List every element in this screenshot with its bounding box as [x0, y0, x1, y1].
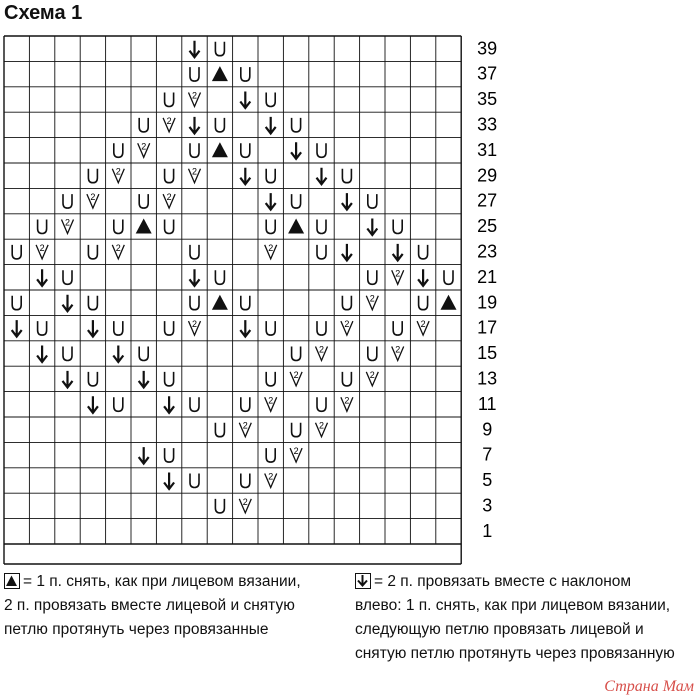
- stitch-dec-right: [163, 192, 175, 208]
- stitch-yo: [215, 118, 224, 132]
- stitch-dec-left: [63, 371, 73, 388]
- stitch-dec-center: [212, 295, 228, 310]
- stitch-yo: [241, 474, 250, 488]
- stitch-dec-left: [190, 269, 200, 286]
- stitch-dec-left: [190, 41, 200, 58]
- stitch-dec-right: [290, 370, 302, 386]
- stitch-yo: [215, 42, 224, 56]
- svg-text:2: 2: [39, 242, 45, 253]
- stitch-dec-right: [189, 91, 201, 107]
- stitch-dec-center: [288, 219, 304, 234]
- stitch-yo: [342, 296, 351, 310]
- stitch-dec-right: [392, 268, 404, 284]
- svg-text:2: 2: [64, 217, 71, 228]
- row-label: 39: [477, 38, 498, 59]
- svg-text:2: 2: [115, 242, 121, 253]
- svg-text:2: 2: [318, 344, 325, 355]
- stitch-yo: [38, 321, 47, 335]
- stitch-yo: [114, 397, 123, 411]
- row-label: 1: [482, 520, 493, 541]
- stitch-dec-left: [164, 396, 174, 413]
- stitch-dec-left: [88, 396, 98, 413]
- stitch-dec-right: [112, 167, 124, 183]
- row-label: 9: [482, 419, 493, 440]
- row-label: 11: [477, 393, 497, 414]
- stitch-dec-right: [316, 345, 328, 361]
- stitch-yo: [190, 67, 199, 81]
- row-label: 7: [482, 444, 493, 465]
- stitch-dec-right: [163, 116, 175, 132]
- row-label: 21: [477, 266, 498, 287]
- stitch-yo: [88, 372, 97, 386]
- row-label: 37: [477, 63, 498, 84]
- svg-text:2: 2: [268, 471, 274, 482]
- chart-title: Схема 1: [4, 2, 83, 24]
- stitch-dec-left: [291, 142, 301, 159]
- stitch-dec-left: [190, 117, 200, 133]
- stitch-yo: [165, 448, 174, 462]
- legend-left-line-1: = 1 п. снять, как при лицевом вязании,: [23, 573, 301, 590]
- legend-right-line-1: = 2 п. провязать вместе с наклоном: [374, 573, 632, 590]
- stitch-dec-left: [139, 447, 149, 464]
- stitch-dec-right: [62, 218, 74, 234]
- stitch-dec-right: [36, 243, 48, 259]
- stitch-yo: [88, 169, 97, 183]
- row-labels: [477, 38, 497, 541]
- stitch-yo: [139, 194, 148, 208]
- svg-text:2: 2: [344, 319, 350, 330]
- stitch-yo: [165, 169, 174, 183]
- stitch-dec-right: [265, 472, 277, 488]
- stitch-dec-right: [112, 243, 124, 259]
- svg-text:2: 2: [395, 344, 401, 355]
- stitch-yo: [165, 372, 174, 386]
- stitch-yo: [266, 220, 275, 234]
- stitch-yo: [292, 423, 301, 437]
- stitch-yo: [292, 347, 301, 361]
- stitch-dec-right: [366, 370, 378, 386]
- stitch-yo: [190, 143, 199, 157]
- stitch-yo: [317, 245, 326, 259]
- stitch-dec-left: [266, 193, 276, 210]
- svg-text:2: 2: [242, 496, 248, 507]
- stitch-yo: [215, 423, 224, 437]
- stitch-yo: [317, 143, 326, 157]
- svg-text:2: 2: [90, 192, 96, 203]
- legend-decrease-center: [4, 570, 349, 642]
- stitch-dec-left: [393, 244, 403, 261]
- stitch-dec-left: [240, 168, 250, 185]
- svg-text:2: 2: [242, 420, 248, 431]
- stitch-dec-left: [266, 117, 276, 133]
- legend-right-line-4: снятую петлю протянуть через провязанную: [355, 645, 675, 662]
- stitch-yo: [63, 347, 72, 361]
- row-label: 13: [477, 368, 498, 389]
- stitch-dec-right: [316, 421, 328, 437]
- stitch-yo: [342, 372, 351, 386]
- stitch-yo: [241, 67, 250, 81]
- stitch-yo: [63, 270, 72, 284]
- stitch-yo: [241, 143, 250, 157]
- stitch-yo: [266, 169, 275, 183]
- stitch-dec-left: [139, 371, 149, 388]
- svg-text:2: 2: [369, 369, 375, 380]
- stitch-dec-left: [418, 269, 428, 286]
- stitch-yo: [266, 448, 275, 462]
- svg-text:2: 2: [268, 242, 274, 253]
- stitch-dec-left: [37, 269, 47, 286]
- stitch-dec-right: [189, 167, 201, 183]
- stitch-dec-center: [212, 66, 228, 81]
- svg-text:2: 2: [191, 319, 198, 330]
- stitch-dec-right: [265, 243, 277, 259]
- stitch-yo: [88, 245, 97, 259]
- stitch-yo: [317, 321, 326, 335]
- row-label: 33: [477, 114, 498, 135]
- svg-text:2: 2: [293, 446, 299, 457]
- row-label: 5: [482, 470, 493, 491]
- stitch-yo: [266, 321, 275, 335]
- svg-text:2: 2: [293, 369, 299, 380]
- stitch-dec-right: [290, 446, 302, 462]
- stitch-yo: [63, 194, 72, 208]
- stitch-dec-left: [240, 320, 250, 337]
- stitch-yo: [419, 245, 428, 259]
- stitch-dec-right: [392, 345, 404, 361]
- stitch-yo: [88, 296, 97, 310]
- stitch-dec-right: [239, 497, 251, 513]
- stitch-dec-right: [265, 395, 277, 411]
- stitch-yo: [368, 194, 377, 208]
- stitch-yo: [190, 296, 199, 310]
- stitch-yo: [165, 321, 174, 335]
- svg-text:2: 2: [369, 293, 375, 304]
- stitch-yo: [190, 474, 199, 488]
- stitch-yo: [165, 93, 174, 107]
- stitch-yo: [444, 270, 453, 284]
- stitch-yo: [190, 397, 199, 411]
- row-label: 29: [477, 165, 498, 186]
- stitch-yo: [368, 347, 377, 361]
- stitch-yo: [393, 321, 402, 335]
- stitch-dec-left: [164, 473, 174, 490]
- stitch-dec-left: [367, 219, 377, 236]
- arrow-down-icon: [355, 573, 371, 589]
- stitch-dec-left: [342, 244, 352, 261]
- stitch-dec-center: [136, 219, 152, 234]
- stitch-yo: [266, 93, 275, 107]
- stitch-yo: [114, 143, 123, 157]
- svg-text:2: 2: [115, 166, 121, 177]
- triangle-icon: [4, 573, 20, 589]
- legend-left-line-2: 2 п. провязать вместе лицевой и снятую: [4, 597, 295, 614]
- stitch-dec-right: [341, 319, 353, 335]
- stitch-dec-left: [342, 193, 352, 210]
- stitch-dec-center: [441, 295, 457, 310]
- svg-text:2: 2: [141, 141, 147, 152]
- stitch-yo: [266, 372, 275, 386]
- svg-text:2: 2: [268, 395, 274, 406]
- svg-text:2: 2: [395, 268, 401, 279]
- row-label: 31: [477, 139, 498, 160]
- stitch-yo: [393, 220, 402, 234]
- stitch-yo: [12, 245, 21, 259]
- legend-left-line-3: петлю протянуть через провязанные: [4, 621, 269, 638]
- stitch-yo: [419, 296, 428, 310]
- row-label: 3: [482, 495, 493, 516]
- row-label: 17: [477, 317, 498, 338]
- row-label: 19: [477, 292, 498, 313]
- row-label: 35: [477, 89, 498, 110]
- svg-text:2: 2: [191, 166, 198, 177]
- stitch-yo: [12, 296, 21, 310]
- stitch-yo: [114, 321, 123, 335]
- svg-text:2: 2: [166, 115, 172, 126]
- stitch-yo: [292, 194, 301, 208]
- stitch-dec-left: [37, 346, 47, 363]
- stitch-yo: [114, 220, 123, 234]
- row-label: 25: [477, 216, 498, 237]
- stitch-dec-right: [189, 319, 201, 335]
- row-label: 15: [477, 343, 498, 364]
- stitch-dec-left: [12, 320, 22, 337]
- stitch-yo: [38, 220, 47, 234]
- svg-text:2: 2: [191, 90, 198, 101]
- stitch-dec-right: [138, 141, 150, 157]
- stitch-dec-right: [341, 395, 353, 411]
- svg-text:2: 2: [420, 319, 426, 330]
- stitch-yo: [165, 220, 174, 234]
- stitch-yo: [241, 296, 250, 310]
- stitch-dec-right: [87, 192, 99, 208]
- legend-decrease-left: [355, 570, 695, 666]
- chart-grid: [4, 36, 461, 564]
- legend-right-line-3: следующую петлю провязать лицевой и: [355, 621, 644, 638]
- svg-text:2: 2: [318, 420, 325, 431]
- stitch-dec-left: [317, 168, 327, 185]
- stitch-dec-left: [63, 295, 73, 312]
- stitch-yo: [292, 118, 301, 132]
- stitch-yo: [241, 397, 250, 411]
- stitch-dec-right: [239, 421, 251, 437]
- row-label: 27: [477, 190, 498, 211]
- stitch-dec-right: [366, 294, 378, 310]
- stitch-yo: [317, 220, 326, 234]
- stitch-yo: [139, 347, 148, 361]
- stitch-yo: [342, 169, 351, 183]
- stitch-yo: [215, 499, 224, 513]
- stitch-yo: [215, 270, 224, 284]
- stitch-dec-right: [417, 319, 429, 335]
- watermark-logo: Страна Мам: [604, 678, 694, 695]
- stitch-dec-left: [88, 320, 98, 337]
- stitch-dec-center: [212, 142, 228, 157]
- stitch-yo: [139, 118, 148, 132]
- stitch-dec-left: [240, 92, 250, 109]
- svg-text:2: 2: [344, 395, 350, 406]
- stitch-yo: [190, 245, 199, 259]
- stitch-yo: [368, 270, 377, 284]
- legend-right-line-2: влево: 1 п. снять, как при лицевом вязании,: [355, 597, 671, 614]
- stitch-dec-left: [113, 346, 123, 363]
- stitch-yo: [317, 397, 326, 411]
- svg-text:2: 2: [166, 192, 172, 203]
- row-label: 23: [477, 241, 498, 262]
